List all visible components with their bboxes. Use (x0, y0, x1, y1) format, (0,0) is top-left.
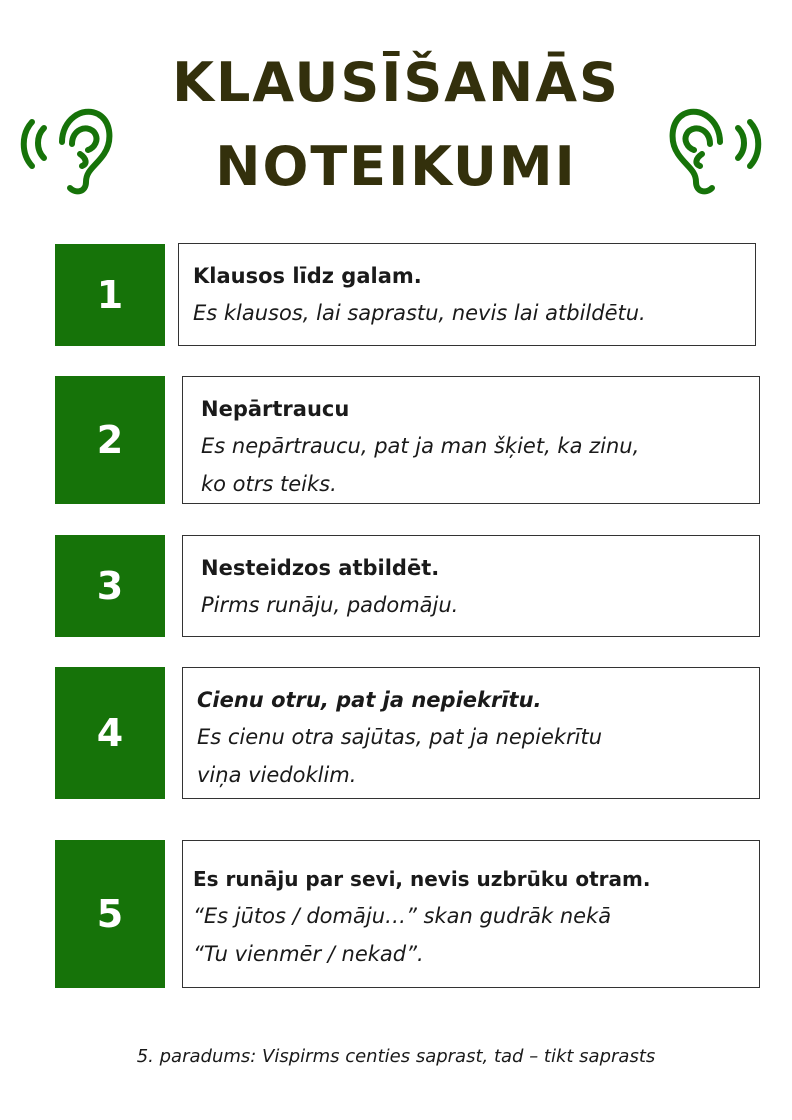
rule-number-3: 3 (55, 535, 165, 637)
rule-text-5-line-2: “Tu vienmēr / nekad”. (193, 942, 424, 966)
ear-icon (20, 100, 120, 200)
rule-text-1-line-1: Es klausos, lai saprastu, nevis lai atbildētu. (193, 301, 646, 325)
rule-heading-3: Nesteidzos atbildēt. (201, 556, 440, 580)
rule-text-2-line-1: Es nepārtraucu, pat ja man šķiet, ka zinu, (201, 434, 640, 458)
rule-card-5 (182, 840, 760, 988)
rule-heading-2: Nepārtraucu (201, 397, 350, 421)
rule-text-5-line-1: “Es jūtos / domāju…” skan gudrāk nekā (193, 904, 612, 928)
rule-text-4-line-1: Es cienu otra sajūtas, pat ja nepiekrītu (197, 725, 603, 749)
rule-heading-4: Cienu otru, pat ja nepiekrītu. (197, 688, 542, 712)
rule-text-2-line-2: ko otrs teiks. (201, 472, 337, 496)
rule-number-2: 2 (55, 376, 165, 504)
rule-card-3 (182, 535, 760, 637)
rule-text-3-line-1: Pirms runāju, padomāju. (201, 593, 459, 617)
rule-number-5: 5 (55, 840, 165, 988)
ear-icon (662, 100, 762, 200)
page-title-line-2: NOTEIKUMI (215, 135, 577, 198)
rule-heading-1: Klausos līdz galam. (193, 264, 422, 288)
rule-number-1: 1 (55, 244, 165, 346)
rule-heading-5: Es runāju par sevi, nevis uzbrūku otram. (193, 867, 651, 891)
rule-number-4: 4 (55, 667, 165, 799)
page-title-line-1: KLAUSĪŠANĀS (172, 51, 620, 114)
footer-note: 5. paradums: Vispirms centies saprast, tad – tikt saprasts (136, 1046, 656, 1067)
rule-card-2 (182, 376, 760, 504)
rule-text-4-line-2: viņa viedoklim. (197, 763, 357, 787)
rule-card-1 (178, 243, 756, 346)
rule-card-4 (182, 667, 760, 799)
